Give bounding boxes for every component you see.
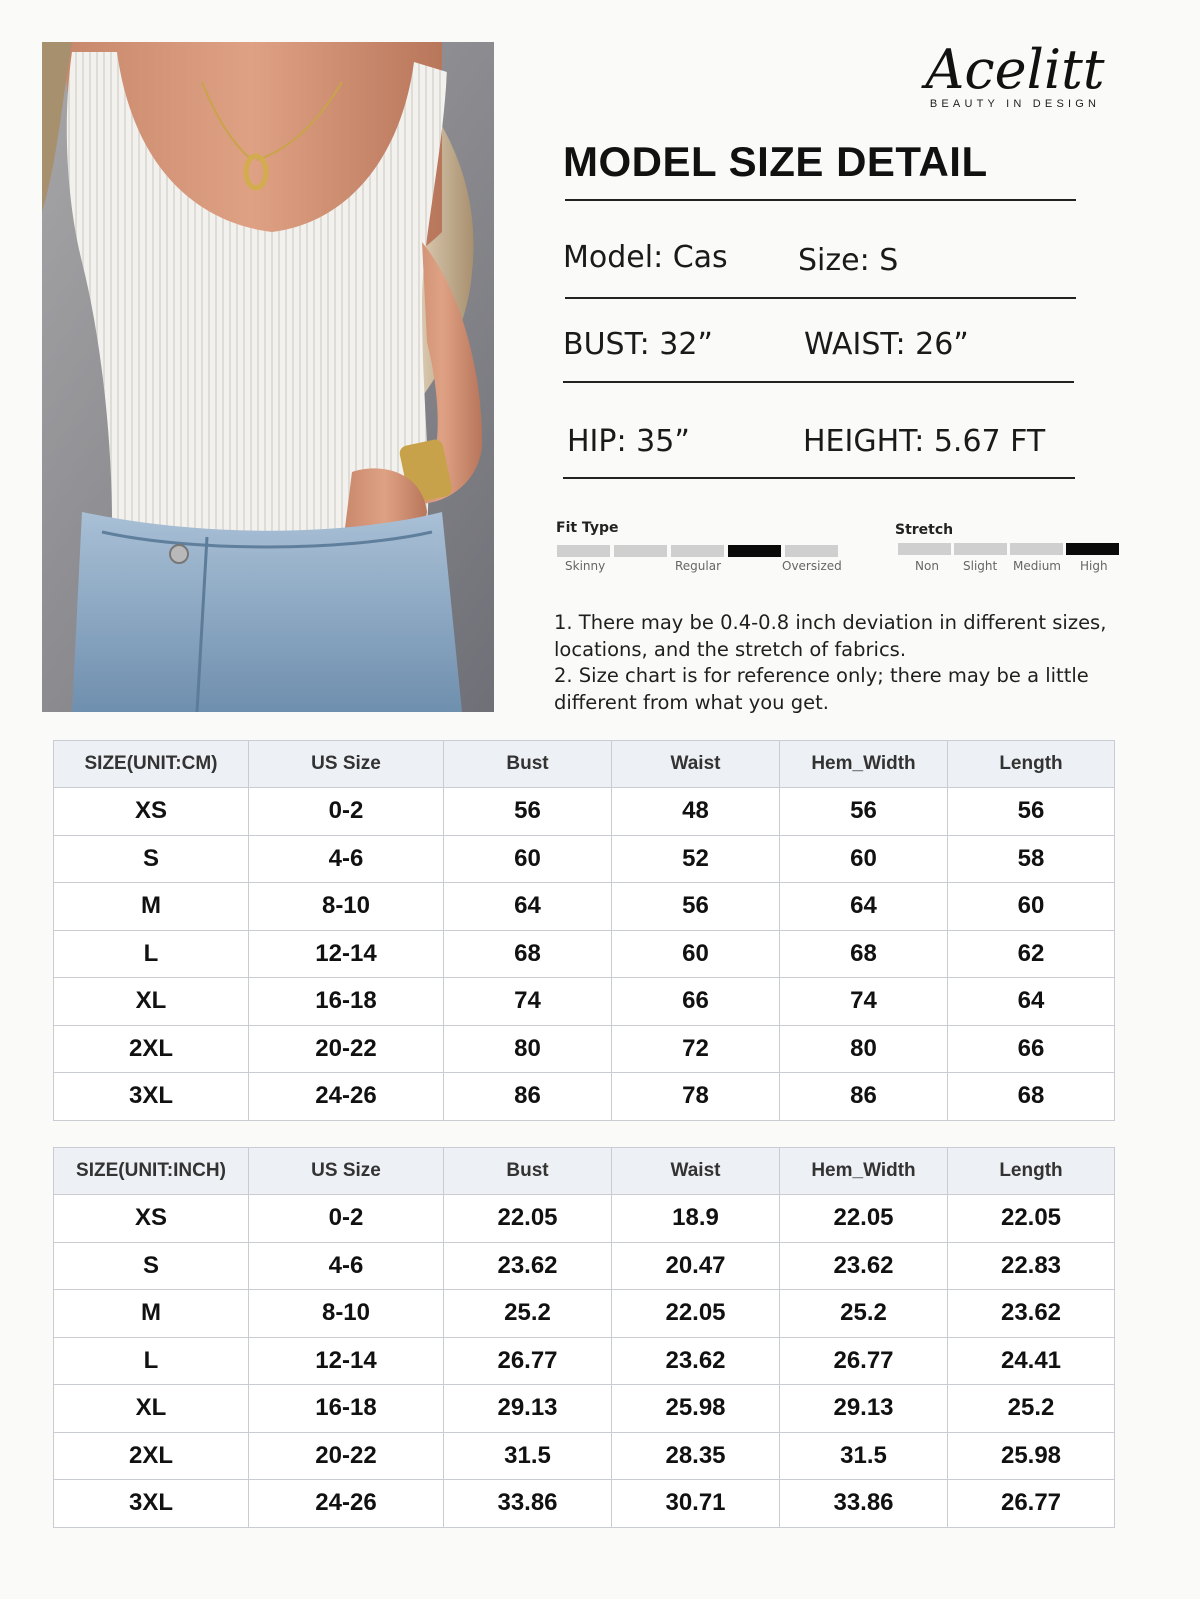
table-cell: 29.13 [444, 1385, 612, 1433]
table-cell: M [54, 1290, 249, 1338]
stretch-segment [898, 543, 951, 555]
column-header: SIZE(UNIT:CM) [54, 741, 249, 788]
column-header: Waist [612, 741, 780, 788]
table-cell: S [54, 835, 249, 883]
fit-type-label: Skinny [565, 559, 606, 573]
table-cell: 66 [612, 978, 780, 1026]
spec-divider [565, 297, 1076, 299]
fit-type-segment-active [728, 545, 781, 557]
table-cell: 8-10 [249, 1290, 444, 1338]
table-cell: XL [54, 978, 249, 1026]
column-header: US Size [249, 1148, 444, 1195]
size-notes [554, 610, 1174, 716]
stretch-label: Slight [963, 559, 998, 573]
table-cell: 25.98 [948, 1432, 1115, 1480]
table-cell: 26.77 [780, 1337, 948, 1385]
table-cell: 2XL [54, 1432, 249, 1480]
table-row [54, 978, 1115, 1026]
model-height: HEIGHT: 5.67 FT [803, 424, 1046, 459]
table-cell: 0-2 [249, 1195, 444, 1243]
spec-divider [563, 381, 1074, 383]
table-cell: 64 [780, 883, 948, 931]
table-cell: 58 [948, 835, 1115, 883]
fit-type-segment [557, 545, 610, 557]
table-row [54, 1025, 1115, 1073]
table-cell: 31.5 [444, 1432, 612, 1480]
table-cell: 16-18 [249, 978, 444, 1026]
table-header-row [54, 741, 1115, 788]
spec-divider [563, 477, 1075, 479]
table-cell: 25.2 [948, 1385, 1115, 1433]
table-cell: 56 [612, 883, 780, 931]
table-cell: 22.05 [444, 1195, 612, 1243]
table-cell: 2XL [54, 1025, 249, 1073]
table-cell: 52 [612, 835, 780, 883]
table-row [54, 1385, 1115, 1433]
table-row [54, 1290, 1115, 1338]
table-cell: 60 [444, 835, 612, 883]
column-header: Hem_Width [780, 1148, 948, 1195]
table-cell: 30.71 [612, 1480, 780, 1528]
table-cell: L [54, 930, 249, 978]
table-row [54, 930, 1115, 978]
table-cell: 3XL [54, 1073, 249, 1121]
size-table-inch [53, 1147, 1115, 1528]
table-cell: 60 [948, 883, 1115, 931]
brand-tagline: BEAUTY IN DESIGN [929, 98, 1101, 110]
table-cell: 22.05 [948, 1195, 1115, 1243]
table-cell: 66 [948, 1025, 1115, 1073]
table-cell: 25.98 [612, 1385, 780, 1433]
column-header: Bust [444, 1148, 612, 1195]
table-cell: 80 [780, 1025, 948, 1073]
model-size: Size: S [798, 243, 899, 278]
table-cell: 29.13 [780, 1385, 948, 1433]
column-header: Hem_Width [780, 741, 948, 788]
table-cell: 12-14 [249, 1337, 444, 1385]
table-cell: 62 [948, 930, 1115, 978]
stretch-label: High [1080, 559, 1108, 573]
stretch-title: Stretch [895, 522, 954, 538]
column-header: Waist [612, 1148, 780, 1195]
stretch-segment [1010, 543, 1063, 555]
table-cell: 8-10 [249, 883, 444, 931]
table-cell: 25.2 [780, 1290, 948, 1338]
table-cell: 22.83 [948, 1242, 1115, 1290]
table-cell: 0-2 [249, 788, 444, 836]
size-note: 1. There may be 0.4-0.8 inch deviation in different sizes, locations, and the stretch of fabrics. [554, 611, 1107, 661]
table-cell: S [54, 1242, 249, 1290]
table-cell: 56 [780, 788, 948, 836]
table-cell: 24-26 [249, 1480, 444, 1528]
table-cell: 56 [444, 788, 612, 836]
table-cell: 22.05 [612, 1290, 780, 1338]
table-cell: 20-22 [249, 1025, 444, 1073]
brand-logo-script: Acelitt [925, 38, 1105, 101]
table-cell: XS [54, 1195, 249, 1243]
table-cell: 25.2 [444, 1290, 612, 1338]
table-row [54, 1432, 1115, 1480]
table-row [54, 788, 1115, 836]
table-cell: M [54, 883, 249, 931]
column-header: Bust [444, 741, 612, 788]
table-cell: 4-6 [249, 1242, 444, 1290]
table-cell: 74 [444, 978, 612, 1026]
table-cell: 64 [444, 883, 612, 931]
table-cell: 23.62 [948, 1290, 1115, 1338]
fit-type-segment [785, 545, 838, 557]
model-bust: BUST: 32” [563, 327, 713, 362]
table-cell: 23.62 [444, 1242, 612, 1290]
table-cell: L [54, 1337, 249, 1385]
table-cell: 3XL [54, 1480, 249, 1528]
table-row [54, 835, 1115, 883]
table-cell: XS [54, 788, 249, 836]
table-cell: 86 [444, 1073, 612, 1121]
fit-type-segment [614, 545, 667, 557]
table-cell: 78 [612, 1073, 780, 1121]
table-row [54, 1337, 1115, 1385]
table-cell: 18.9 [612, 1195, 780, 1243]
table-cell: 24-26 [249, 1073, 444, 1121]
table-cell: 33.86 [780, 1480, 948, 1528]
brand-logo [900, 40, 1130, 110]
table-cell: XL [54, 1385, 249, 1433]
table-cell: 33.86 [444, 1480, 612, 1528]
column-header: US Size [249, 741, 444, 788]
table-cell: 24.41 [948, 1337, 1115, 1385]
model-hip: HIP: 35” [567, 424, 690, 459]
stretch-label: Non [915, 559, 939, 573]
stretch-label: Medium [1013, 559, 1061, 573]
table-row [54, 883, 1115, 931]
product-photo [42, 42, 494, 712]
table-cell: 20-22 [249, 1432, 444, 1480]
table-row [54, 1480, 1115, 1528]
stretch-segment-active [1066, 543, 1119, 555]
fit-type-segment [671, 545, 724, 557]
column-header: Length [948, 1148, 1115, 1195]
size-note: 2. Size chart is for reference only; there may be a little different from what you get. [554, 664, 1089, 714]
title-divider [565, 199, 1076, 201]
fit-type-label: Regular [675, 559, 722, 573]
table-header-row [54, 1148, 1115, 1195]
table-cell: 20.47 [612, 1242, 780, 1290]
column-header: SIZE(UNIT:INCH) [54, 1148, 249, 1195]
table-row [54, 1242, 1115, 1290]
table-cell: 60 [780, 835, 948, 883]
table-cell: 26.77 [444, 1337, 612, 1385]
table-cell: 60 [612, 930, 780, 978]
table-cell: 28.35 [612, 1432, 780, 1480]
table-cell: 4-6 [249, 835, 444, 883]
table-cell: 68 [948, 1073, 1115, 1121]
table-cell: 72 [612, 1025, 780, 1073]
table-cell: 68 [780, 930, 948, 978]
model-name: Model: Cas [563, 240, 728, 275]
table-cell: 86 [780, 1073, 948, 1121]
page-title: MODEL SIZE DETAIL [563, 138, 988, 185]
table-cell: 12-14 [249, 930, 444, 978]
table-cell: 16-18 [249, 1385, 444, 1433]
table-cell: 23.62 [612, 1337, 780, 1385]
table-cell: 22.05 [780, 1195, 948, 1243]
table-row [54, 1073, 1115, 1121]
table-cell: 80 [444, 1025, 612, 1073]
table-cell: 68 [444, 930, 612, 978]
table-cell: 48 [612, 788, 780, 836]
model-waist: WAIST: 26” [804, 327, 969, 362]
table-cell: 26.77 [948, 1480, 1115, 1528]
size-table-cm [53, 740, 1115, 1121]
fit-type-title: Fit Type [556, 520, 619, 536]
stretch-segment [954, 543, 1007, 555]
table-cell: 31.5 [780, 1432, 948, 1480]
fit-type-label: Oversized [782, 559, 842, 573]
column-header: Length [948, 741, 1115, 788]
table-cell: 74 [780, 978, 948, 1026]
table-row [54, 1195, 1115, 1243]
table-cell: 64 [948, 978, 1115, 1026]
table-cell: 56 [948, 788, 1115, 836]
table-cell: 23.62 [780, 1242, 948, 1290]
